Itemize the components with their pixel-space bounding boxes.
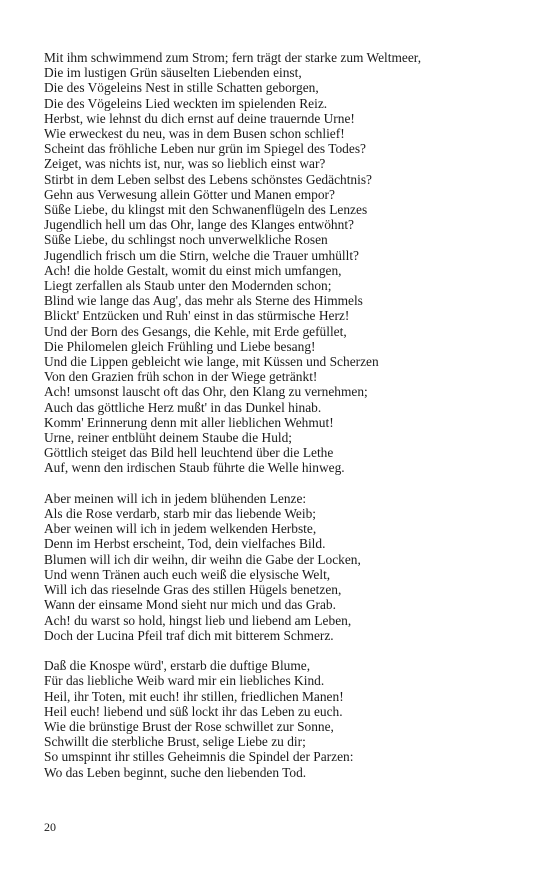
verse-line: Süße Liebe, du klingst mit den Schwanenflügeln des Lenzes [44, 202, 368, 218]
verse-line: Ach! du warst so hold, hingst lieb und liebend am Leben, [44, 612, 352, 628]
verse-line: Herbst, wie lehnst du dich ernst auf deine trauernde Urne! [44, 110, 355, 126]
verse-line: Urne, reiner entblüht deinem Staube die Huld; [44, 430, 293, 446]
verse-line: Heil euch! liebend und süß lockt ihr das Leben zu euch. [44, 703, 343, 719]
verse-line: Als die Rose verdarb, starb mir das liebende Weib; [44, 506, 316, 522]
verse-line: Die des Vögeleins Nest in stille Schatten geborgen, [44, 80, 319, 96]
verse-line: Gehn aus Verwesung allein Götter und Manen empor? [44, 186, 335, 202]
verse-line: Die des Vögeleins Lied weckten im spielenden Reiz. [44, 95, 328, 111]
verse-line: Wo das Leben beginnt, suche den liebenden Tod. [44, 764, 307, 780]
verse-line: Wann der einsame Mond sieht nur mich und das Grab. [44, 597, 336, 613]
verse-line: Für das liebliche Weib ward mir ein liebliches Kind. [44, 673, 325, 689]
stanza-1 [44, 50, 514, 476]
verse-line: Jugendlich hell um das Ohr, lange des Klanges entwöhnt? [44, 217, 354, 233]
verse-line: Und wenn Tränen auch euch weiß die elysische Welt, [44, 566, 331, 582]
verse-line: Wie die brünstige Brust der Rose schwillet zur Sonne, [44, 718, 334, 734]
stanza-2 [44, 491, 514, 643]
verse-line: Komm' Erinnerung denn mit aller lieblichen Wehmut! [44, 414, 334, 430]
verse-line: Süße Liebe, du schlingst noch unverwelkliche Rosen [44, 232, 328, 248]
verse-line: Aber weinen will ich in jedem welkenden Herbste, [44, 521, 317, 537]
verse-line: Und die Lippen gebleicht wie lange, mit Küssen und Scherzen [44, 354, 379, 370]
verse-line: Jugendlich frisch um die Stirn, welche die Trauer umhüllt? [44, 247, 359, 263]
verse-line: Von den Grazien früh schon in der Wiege getränkt! [44, 369, 318, 385]
verse-line: Schwillt die sterbliche Brust, selige Liebe zu dir; [44, 734, 306, 750]
poem-page [44, 50, 514, 780]
verse-line: Mit ihm schwimmend zum Strom; fern trägt der starke zum Weltmeer, [44, 50, 422, 65]
verse-line: Scheint das fröhliche Leben nur grün im Spiegel des Todes? [44, 141, 366, 157]
page-number: 20 [44, 820, 56, 834]
verse-line: Blickt' Entzücken und Ruh' einst in das stürmische Herz! [44, 308, 350, 324]
verse-line: Daß die Knospe würd', erstarb die duftige Blume, [44, 658, 311, 674]
verse-line: Auf, wenn den irdischen Staub führte die Welle hinweg. [44, 460, 345, 476]
verse-line: Auch das göttliche Herz mußt' in das Dunkel hinab. [44, 399, 322, 415]
verse-line: Aber meinen will ich in jedem blühenden Lenze: [44, 490, 307, 506]
verse-line: Blind wie lange das Aug', das mehr als Sterne des Himmels [44, 293, 363, 309]
verse-line: Göttlich steiget das Bild hell leuchtend über die Lethe [44, 445, 334, 461]
verse-line: Ach! die holde Gestalt, womit du einst mich umfangen, [44, 262, 342, 278]
verse-line: Denn im Herbst erscheint, Tod, dein vielfaches Bild. [44, 536, 326, 552]
verse-line: Heil, ihr Toten, mit euch! ihr stillen, friedlichen Manen! [44, 688, 344, 704]
verse-line: Die Philomelen gleich Frühling und Liebe besang! [44, 338, 316, 354]
stanza-3 [44, 658, 514, 780]
verse-line: So umspinnt ihr stilles Geheimnis die Spindel der Parzen: [44, 749, 354, 765]
verse-line: Stirbt in dem Leben selbst des Lebens schönstes Gedächtnis? [44, 171, 372, 187]
verse-line: Blumen will ich dir weihn, dir weihn die Gabe der Locken, [44, 551, 361, 567]
verse-line: Wie erweckest du neu, was in dem Busen schon schlief! [44, 126, 345, 142]
verse-line: Die im lustigen Grün säuselten Liebenden einst, [44, 65, 302, 81]
verse-line: Ach! umsonst lauscht oft das Ohr, den Klang zu vernehmen; [44, 384, 368, 400]
verse-line: Will ich das rieselnde Gras des stillen Hügels benetzen, [44, 582, 342, 598]
verse-line: Und der Born des Gesangs, die Kehle, mit Erde gefüllet, [44, 323, 347, 339]
verse-line: Zeiget, was nichts ist, nur, was so lieblich einst war? [44, 156, 326, 172]
verse-line: Liegt zerfallen als Staub unter den Modernden schon; [44, 278, 332, 294]
verse-line: Doch der Lucina Pfeil traf dich mit bitterem Schmerz. [44, 627, 334, 643]
